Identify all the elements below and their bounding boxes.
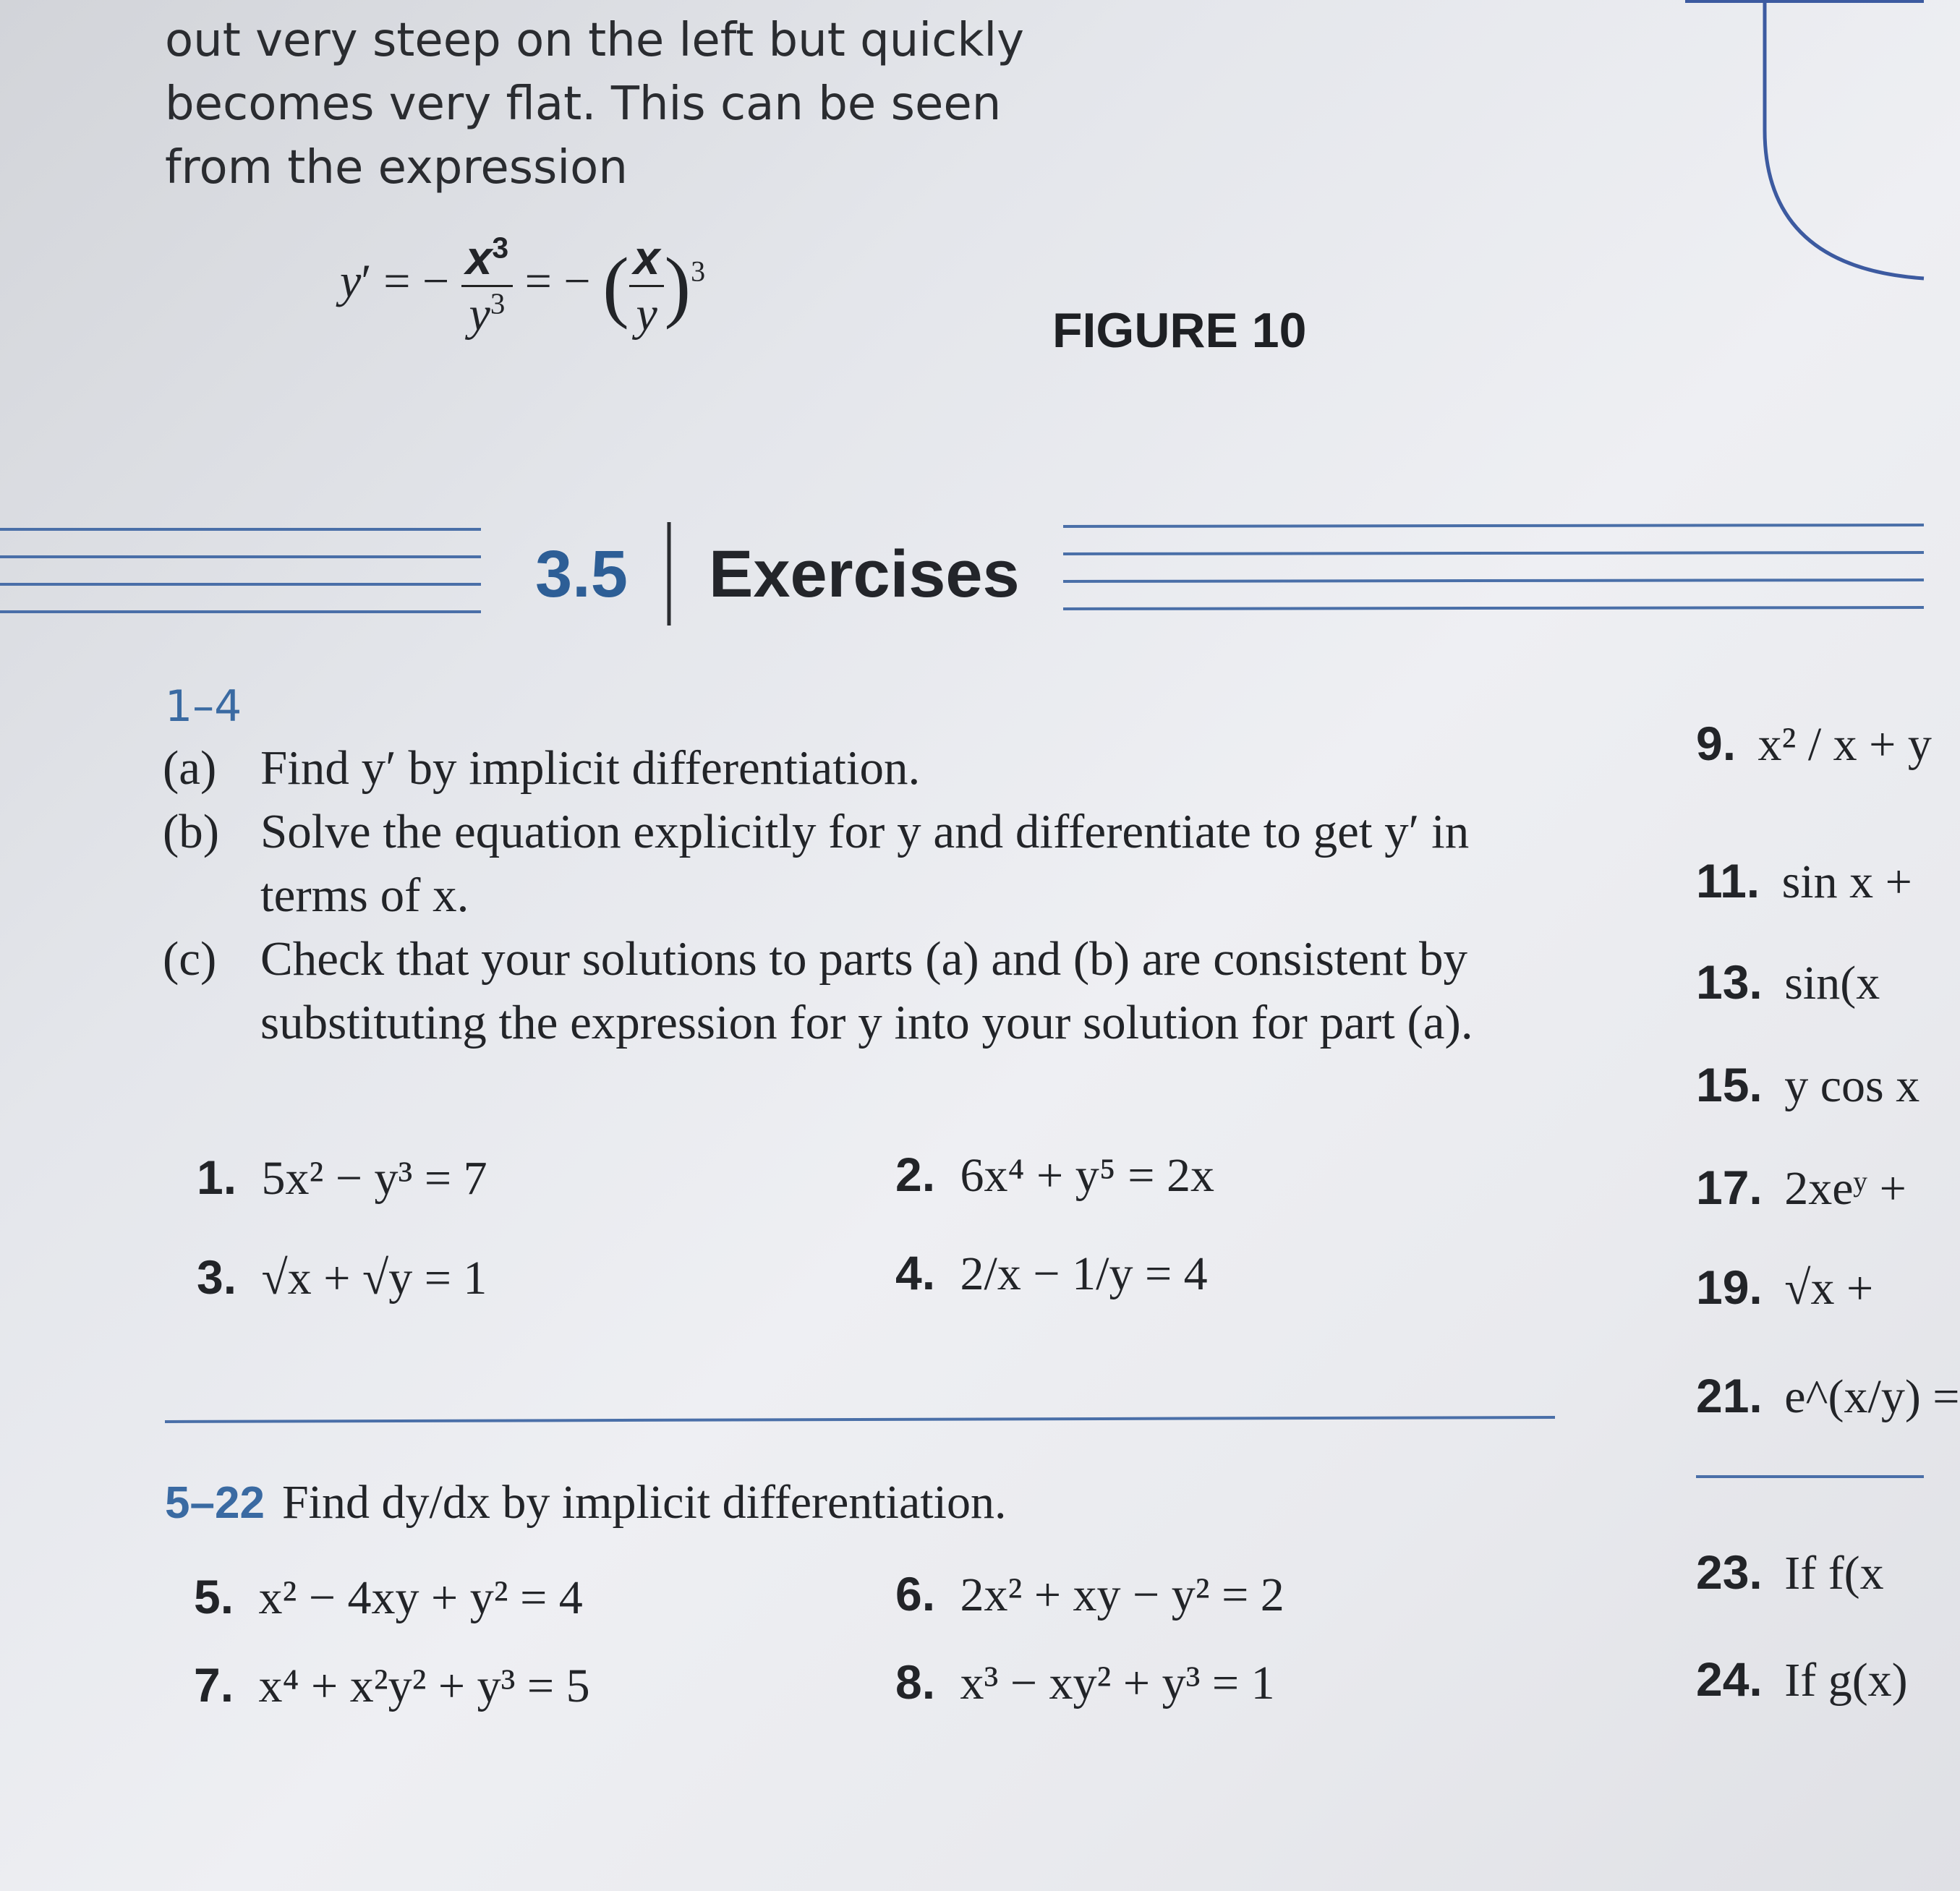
instruction-part-b — [163, 800, 1522, 927]
exercise-23 — [1696, 1545, 1884, 1601]
exercise-text: e^(x/y) = — [1784, 1370, 1960, 1423]
exercise-equation: √x + √y = 1 — [261, 1252, 487, 1305]
figure-label: FIGURE 10 — [1052, 303, 1307, 358]
exercise-number: 24. — [1696, 1652, 1763, 1706]
part-text: Solve the equation explicitly for y and differentiate to get y′ in terms of x. — [260, 805, 1470, 922]
exercise-equation: x³ − xy² + y³ = 1 — [960, 1657, 1275, 1709]
intro-line: out very steep on the left but quickly — [165, 14, 1025, 67]
part-text: Check that your solutions to parts (a) and (b) are consistent by substituting the expression for y into your solution for part (a). — [260, 932, 1473, 1049]
exercise-text: y cos x — [1784, 1059, 1920, 1112]
exercise-number: 8. — [895, 1655, 936, 1709]
instruction-part-a — [163, 736, 920, 800]
exercise-19 — [1696, 1260, 1873, 1316]
exercise-2 — [895, 1147, 1214, 1203]
exercise-8 — [895, 1655, 1275, 1711]
exercise-equation: 5x² − y³ = 7 — [261, 1152, 487, 1205]
exercise-number: 15. — [1696, 1058, 1763, 1111]
exercise-number: 17. — [1696, 1161, 1763, 1214]
section-number: 3.5 — [535, 537, 628, 611]
exercise-6 — [895, 1566, 1284, 1623]
exercise-text: sin(x — [1784, 957, 1880, 1009]
section-title: Exercises — [709, 537, 1020, 611]
derivative-formula: y′ = − $\frac{x^3}{y^3}$ = − ( $\frac{x}{y}$ )$^3$ — [340, 231, 706, 341]
exercise-text: If g(x) — [1784, 1654, 1908, 1707]
instruction-part-c — [163, 927, 1522, 1054]
exercise-17 — [1696, 1160, 1906, 1216]
exercise-number: 21. — [1696, 1369, 1763, 1422]
intro-line: from the expression — [165, 141, 628, 195]
exercise-15 — [1696, 1057, 1919, 1114]
exercise-equation: 2/x − 1/y = 4 — [960, 1247, 1208, 1300]
group2-instruction: Find dy/dx by implicit differentiation. — [281, 1476, 1007, 1529]
exercise-number: 11. — [1696, 854, 1760, 908]
exercise-range: 5–22 — [165, 1478, 265, 1528]
exercise-number: 19. — [1696, 1260, 1763, 1314]
exercise-9 — [1696, 716, 1932, 772]
intro-paragraph — [165, 9, 1024, 200]
exercise-equation: 2x² + xy − y² = 2 — [960, 1568, 1284, 1621]
exercise-text: 2xeʸ + — [1784, 1162, 1906, 1215]
exercise-number: 7. — [194, 1658, 234, 1712]
exercise-21 — [1696, 1368, 1960, 1425]
exercise-1 — [197, 1150, 487, 1206]
exercise-text: If f(x — [1784, 1547, 1884, 1600]
exercise-24 — [1696, 1652, 1908, 1708]
exercise-3 — [197, 1250, 487, 1306]
part-label: (b) — [163, 805, 220, 858]
part-label: (c) — [163, 932, 217, 986]
exercise-number: 23. — [1696, 1545, 1763, 1599]
exercise-equation: 6x⁴ + y⁵ = 2x — [960, 1149, 1215, 1202]
intro-line: becomes very flat. This can be seen — [165, 77, 1002, 131]
exercise-number: 6. — [895, 1567, 936, 1621]
exercise-number: 1. — [197, 1151, 237, 1204]
exercise-equation: x⁴ + x²y² + y³ = 5 — [258, 1660, 590, 1712]
exercise-text: sin x + — [1781, 855, 1912, 908]
exercise-5 — [194, 1569, 583, 1626]
exercise-4 — [895, 1245, 1208, 1302]
exercise-7 — [194, 1657, 590, 1714]
exercise-number: 9. — [1696, 717, 1737, 770]
exercise-text: x² / x + y — [1757, 718, 1932, 771]
part-label: (a) — [163, 741, 217, 795]
group2-heading — [165, 1475, 1006, 1530]
exercise-number: 5. — [194, 1570, 234, 1623]
exercise-number: 3. — [197, 1250, 237, 1304]
right-column-exercises — [1696, 0, 1960, 1891]
exercise-number: 13. — [1696, 955, 1763, 1009]
exercise-13 — [1696, 955, 1880, 1011]
exercise-11 — [1696, 853, 1912, 910]
exercise-number: 4. — [895, 1246, 936, 1299]
exercise-equation: x² − 4xy + y² = 4 — [258, 1571, 583, 1624]
exercise-number: 2. — [895, 1148, 936, 1201]
part-text: Find y′ by implicit differentiation. — [260, 741, 921, 795]
exercise-text: √x + — [1784, 1262, 1874, 1315]
exercise-range: 1–4 — [165, 681, 242, 732]
